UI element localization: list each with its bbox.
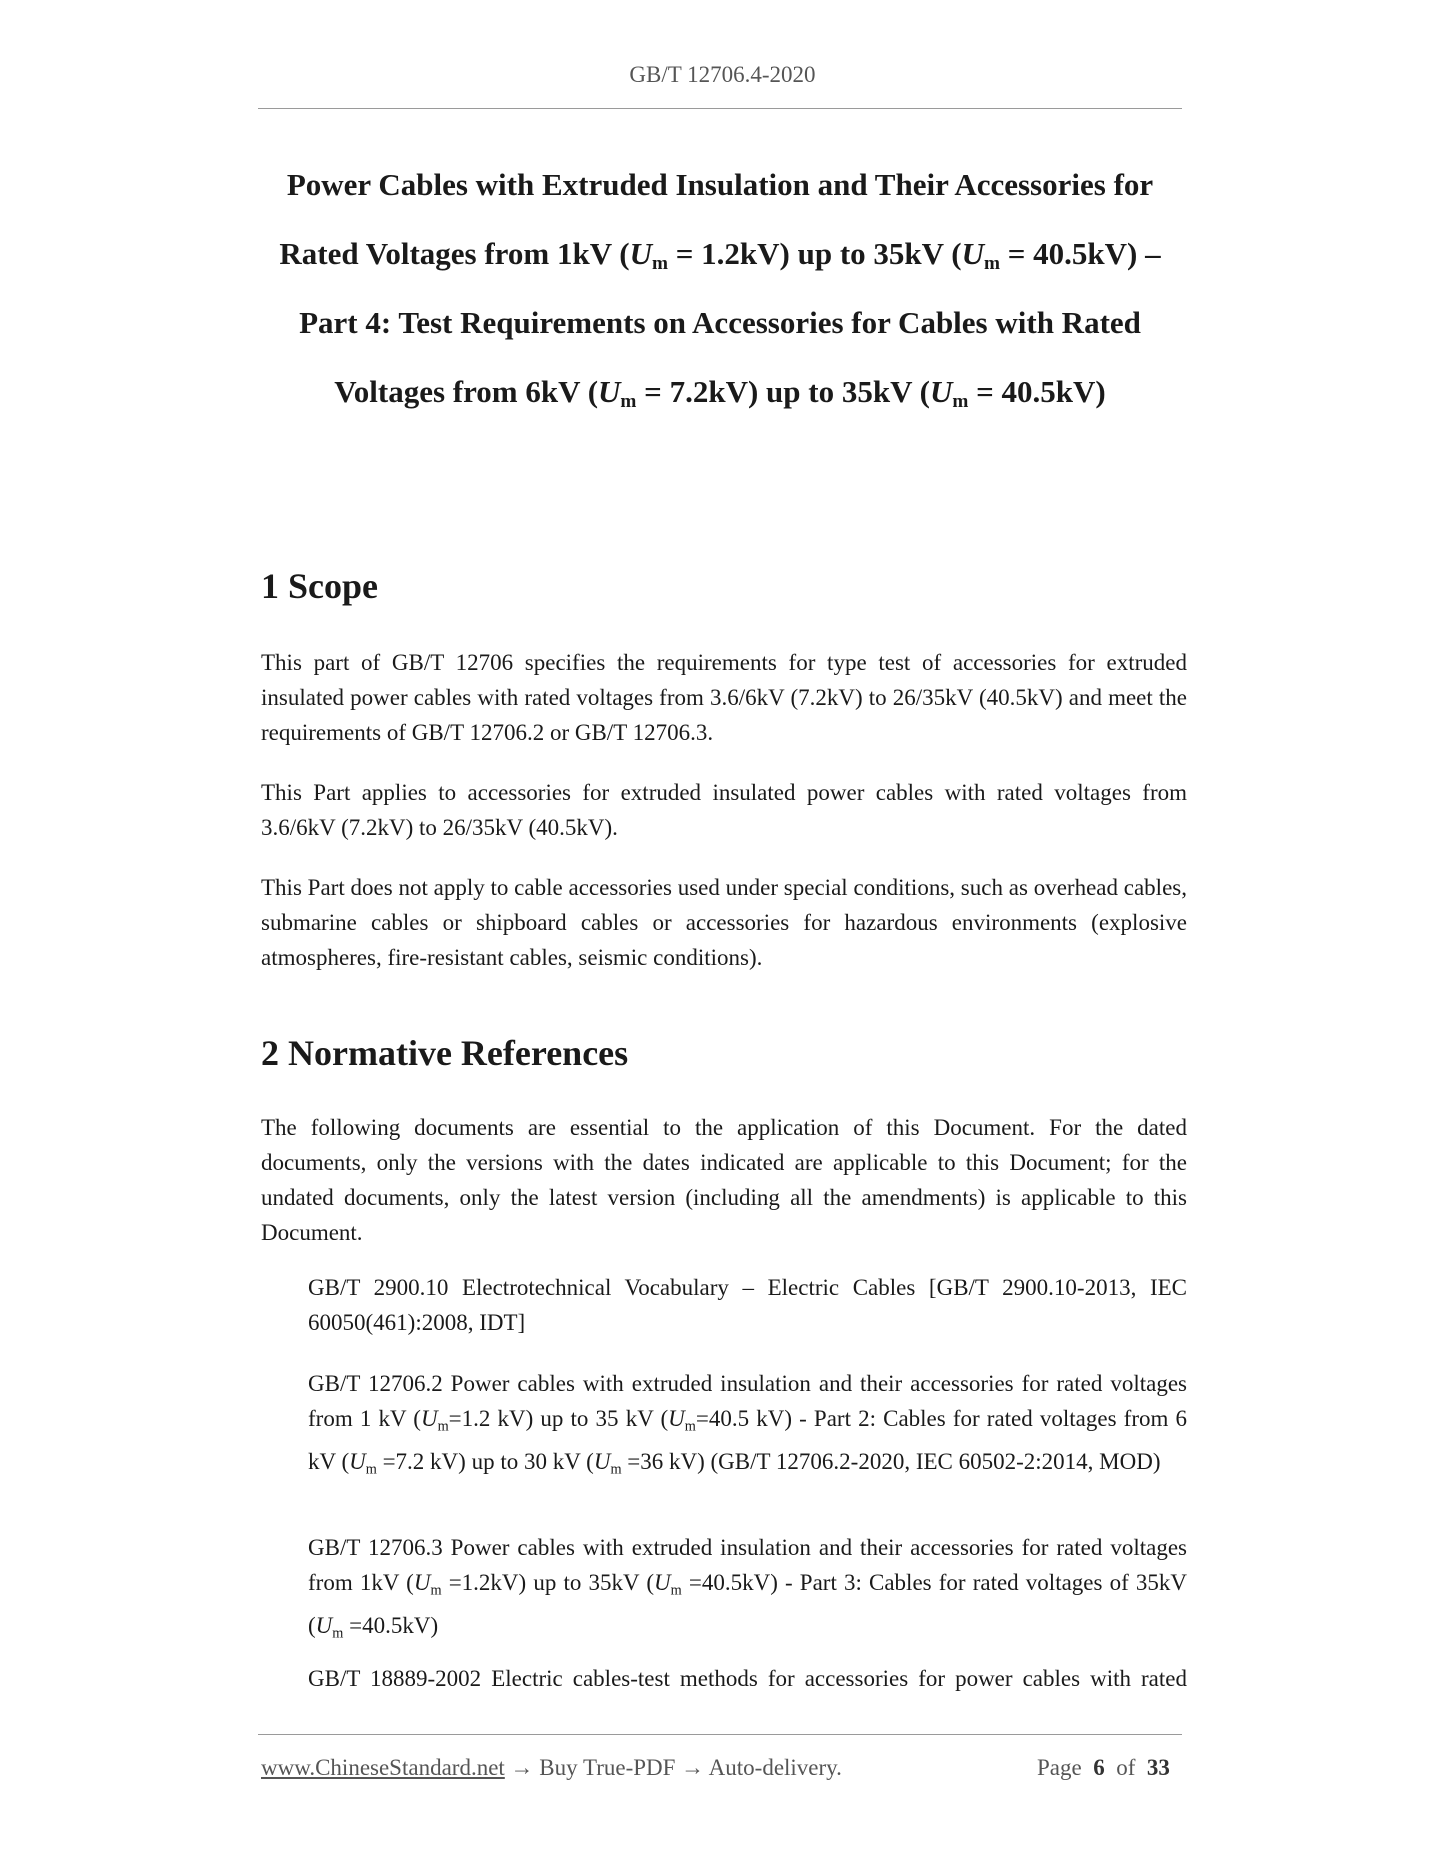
scope-paragraph-1: This part of GB/T 12706 specifies the requirements for type test of accessories for extruded insulated power cables with rated voltages from 3.6/6kV (7.2kV) to 26/35kV (40.5kV) and meet the requirements of GB/T 12706.2 or GB/T 12706.3. xyxy=(261,650,1187,745)
um-symbol: U xyxy=(413,1570,431,1595)
reference-item: GB/T 18889-2002 Electric cables-test methods for accessories for power cables with rated xyxy=(308,1666,1187,1691)
scope-paragraph-2: This Part applies to accessories for extruded insulated power cables with rated voltages from 3.6/6kV (7.2kV) to 26/35kV (40.5kV). xyxy=(261,780,1187,840)
um-subscript: m xyxy=(332,1625,344,1642)
page-label: Page xyxy=(1037,1755,1082,1780)
site-link[interactable]: www.ChineseStandard.net xyxy=(261,1755,505,1780)
um-subscript: m xyxy=(652,252,668,274)
title-line-1: Power Cables with Extruded Insulation and Their Accessories for xyxy=(286,167,1154,202)
page-current: 6 xyxy=(1093,1755,1105,1780)
um-symbol: U xyxy=(420,1406,438,1431)
um-subscript: m xyxy=(437,1418,449,1435)
um-subscript: m xyxy=(670,1582,682,1599)
reference-item: GB/T 2900.10 Electrotechnical Vocabulary – Electric Cables [GB/T 2900.10-2013, IEC 60050(461):2008, IDT] xyxy=(308,1275,1187,1335)
um-subscript: m xyxy=(684,1418,696,1435)
page-total: 33 xyxy=(1146,1755,1170,1780)
reference-item: GB/T 12706.3 Power cables with extruded insulation and their accessories for rated voltages from 1kV $(U_m =1.2kV)$ up to 35kV $(U_m =40.5kV)$ - Part 3: Cables for rated voltages of 35kV $(U_m =40.5kV)$ xyxy=(308,1535,1188,1642)
section-heading-normative-references: 2 Normative References xyxy=(261,1033,629,1073)
um-symbol: U xyxy=(629,236,652,271)
normative-intro-paragraph: The following documents are essential to the application of this Document. For the dated documents, only the versions with the dates indicated are applicable to this Document; for the undated documents, only the latest version (including all the amendments) is applicable to this Document. xyxy=(261,1115,1187,1245)
title-line-4-part-b: = 7.2kV) up to 35kV ( xyxy=(636,374,930,409)
um-symbol: U xyxy=(929,374,953,409)
title-line-2-part-c: = 40.5kV) – xyxy=(999,236,1161,271)
of-label: of xyxy=(1116,1755,1136,1780)
um-symbol: U xyxy=(598,374,621,409)
um-symbol: U xyxy=(315,1613,333,1639)
title-line-4-part-c: = 40.5kV) xyxy=(968,374,1106,409)
footer-rule xyxy=(258,1734,1182,1735)
title-line-2-part-a: Rated Voltages from 1kV ( xyxy=(279,236,630,271)
um-symbol: U xyxy=(349,1449,366,1475)
um-symbol: U xyxy=(961,236,984,271)
header-rule xyxy=(258,108,1182,109)
running-header: GB/T 12706.4-2020 xyxy=(629,62,816,87)
um-subscript: m xyxy=(610,1461,622,1478)
title-line-2-part-b: = 1.2kV) up to 35kV ( xyxy=(668,236,962,271)
page-indicator xyxy=(1037,1755,1170,1781)
title-line-4 xyxy=(230,367,1210,436)
title-line-2 xyxy=(230,229,1210,298)
document-title xyxy=(230,160,1210,436)
scope-paragraph-3: This Part does not apply to cable accessories used under special conditions, such as overhead cables, submarine cables or shipboard cables or accessories for hazardous environments (explosive atmospheres, fire-resistant cables, seismic conditions). xyxy=(261,875,1187,970)
um-subscript: m xyxy=(620,390,637,412)
um-subscript: m xyxy=(983,252,1000,274)
um-symbol: U xyxy=(668,1406,685,1431)
reference-item: GB/T 12706.2 Power cables with extruded insulation and their accessories for rated voltages from 1 kV ($U_m=1.2$ kV) up to 35 kV ($U_m=40.5$ kV) - Part 2: Cables for rated voltages from 6 kV ($U_m =7.2$ kV) up to 30 kV ($U_m =36$ kV) (GB/T 12706.2-2020, IEC 60502-2:2014, MOD) xyxy=(308,1371,1187,1478)
footer-promo xyxy=(261,1755,842,1781)
buy-text: → Buy True-PDF → Auto-delivery. xyxy=(504,1755,842,1780)
section-heading-scope: 1 Scope xyxy=(261,566,378,606)
title-line-4-part-a: Voltages from 6kV ( xyxy=(334,374,599,409)
um-symbol: U xyxy=(654,1570,671,1595)
title-line-3: Part 4: Test Requirements on Accessories for Cables with Rated xyxy=(299,305,1141,340)
um-subscript: m xyxy=(430,1582,442,1599)
um-symbol: U xyxy=(593,1449,611,1475)
um-subscript: m xyxy=(952,390,969,412)
um-subscript: m xyxy=(365,1461,377,1478)
